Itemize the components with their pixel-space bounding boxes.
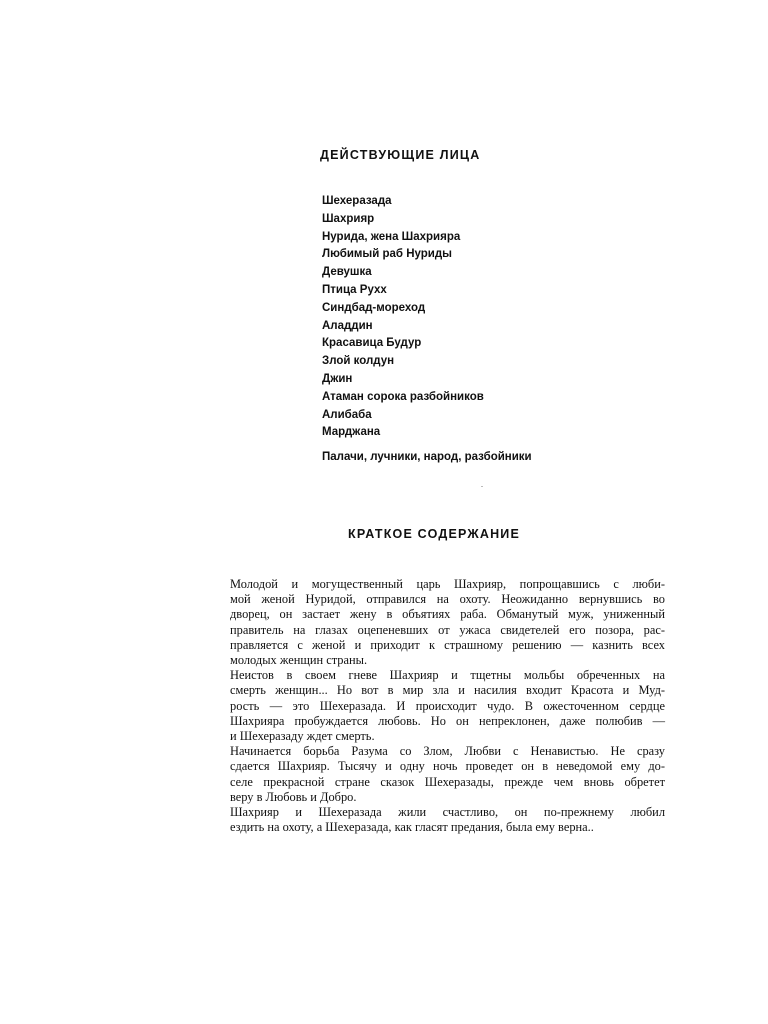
- summary-line: ездить на охоту, а Шехеразада, как гласят предания, была ему верна..: [230, 820, 594, 835]
- cast-role: Девушка: [322, 266, 372, 279]
- cast-role: Аладдин: [322, 319, 373, 332]
- summary-line: Шахрияр и Шехеразада жили счастливо, он по-прежнему любил: [230, 805, 665, 820]
- cast-role: Шехеразада: [322, 195, 392, 207]
- summary-line: мой женой Нуридой, отправился на охоту. Неожиданно вернувшись во: [230, 592, 665, 607]
- cast-role: Марджана: [322, 426, 381, 439]
- summary-heading: КРАТКОЕ СОДЕРЖАНИЕ: [348, 527, 521, 541]
- summary-paragraph: [230, 805, 665, 835]
- summary-line: молодых женщин страны.: [230, 653, 368, 668]
- summary-line: смерть женщин... Но вот в мир зла и насилия входит Красота и Муд-: [230, 683, 665, 698]
- summary-line: Неистов в своем гневе Шахрияр и тщетны мольбы обреченных на: [230, 668, 665, 683]
- cast-list: [322, 193, 484, 442]
- cast-role: Алибаба: [322, 408, 372, 421]
- summary-line: Шахрияра пробуждается любовь. Но он непреклонен, даже полюбив —: [230, 713, 665, 728]
- summary-line: селе прекрасной стране сказок Шехеразады, прежде чем вновь обретет: [230, 774, 665, 789]
- cast-role: Красавица Будур: [322, 337, 422, 350]
- summary-line: правитель на глазах оцепеневших от ужаса свидетелей его позора, рас-: [230, 622, 665, 637]
- summary-paragraph: [230, 668, 665, 744]
- print-speck: [481, 486, 483, 487]
- summary-line: веру в Любовь и Добро.: [230, 789, 357, 804]
- cast-role: Птица Рухх: [322, 283, 387, 296]
- summary-line: Молодой и могущественный царь Шахрияр, попрощавшись с люби-: [230, 577, 665, 591]
- summary-line: Начинается борьба Разума со Злом, Любви с Ненавистью. Не сразу: [230, 744, 665, 759]
- summary-line: правляется с женой и приходит к страшному решению — казнить всех: [230, 637, 665, 652]
- summary-line: сдается Шахрияр. Тысячу и одну ночь проведет он в неведомой ему до-: [230, 759, 665, 774]
- summary-line: дворец, он застает жену в объятиях раба. Обманутый муж, униженный: [230, 607, 665, 622]
- cast-role: Джин: [322, 372, 353, 385]
- summary-line: рость — это Шехеразада. И происходит чудо. В ожесточенном сердце: [230, 698, 665, 713]
- summary-paragraph: [230, 744, 665, 805]
- cast-role: Шахрияр: [322, 212, 375, 225]
- cast-heading: ДЕЙСТВУЮЩИЕ ЛИЦА: [320, 148, 481, 162]
- summary-paragraph: [230, 577, 665, 668]
- cast-extras: Палачи, лучники, народ, разбойники: [322, 451, 532, 463]
- cast-role: Любимый раб Нуриды: [322, 248, 452, 261]
- summary-line: и Шехеразаду ждет смерть.: [230, 729, 375, 744]
- cast-role: Нурида, жена Шахрияра: [322, 230, 461, 243]
- cast-role: Атаман сорока разбойников: [322, 390, 484, 403]
- cast-role: Злой колдун: [322, 355, 395, 368]
- summary-body: [230, 577, 665, 835]
- cast-role: Синдбад-мореход: [322, 301, 426, 314]
